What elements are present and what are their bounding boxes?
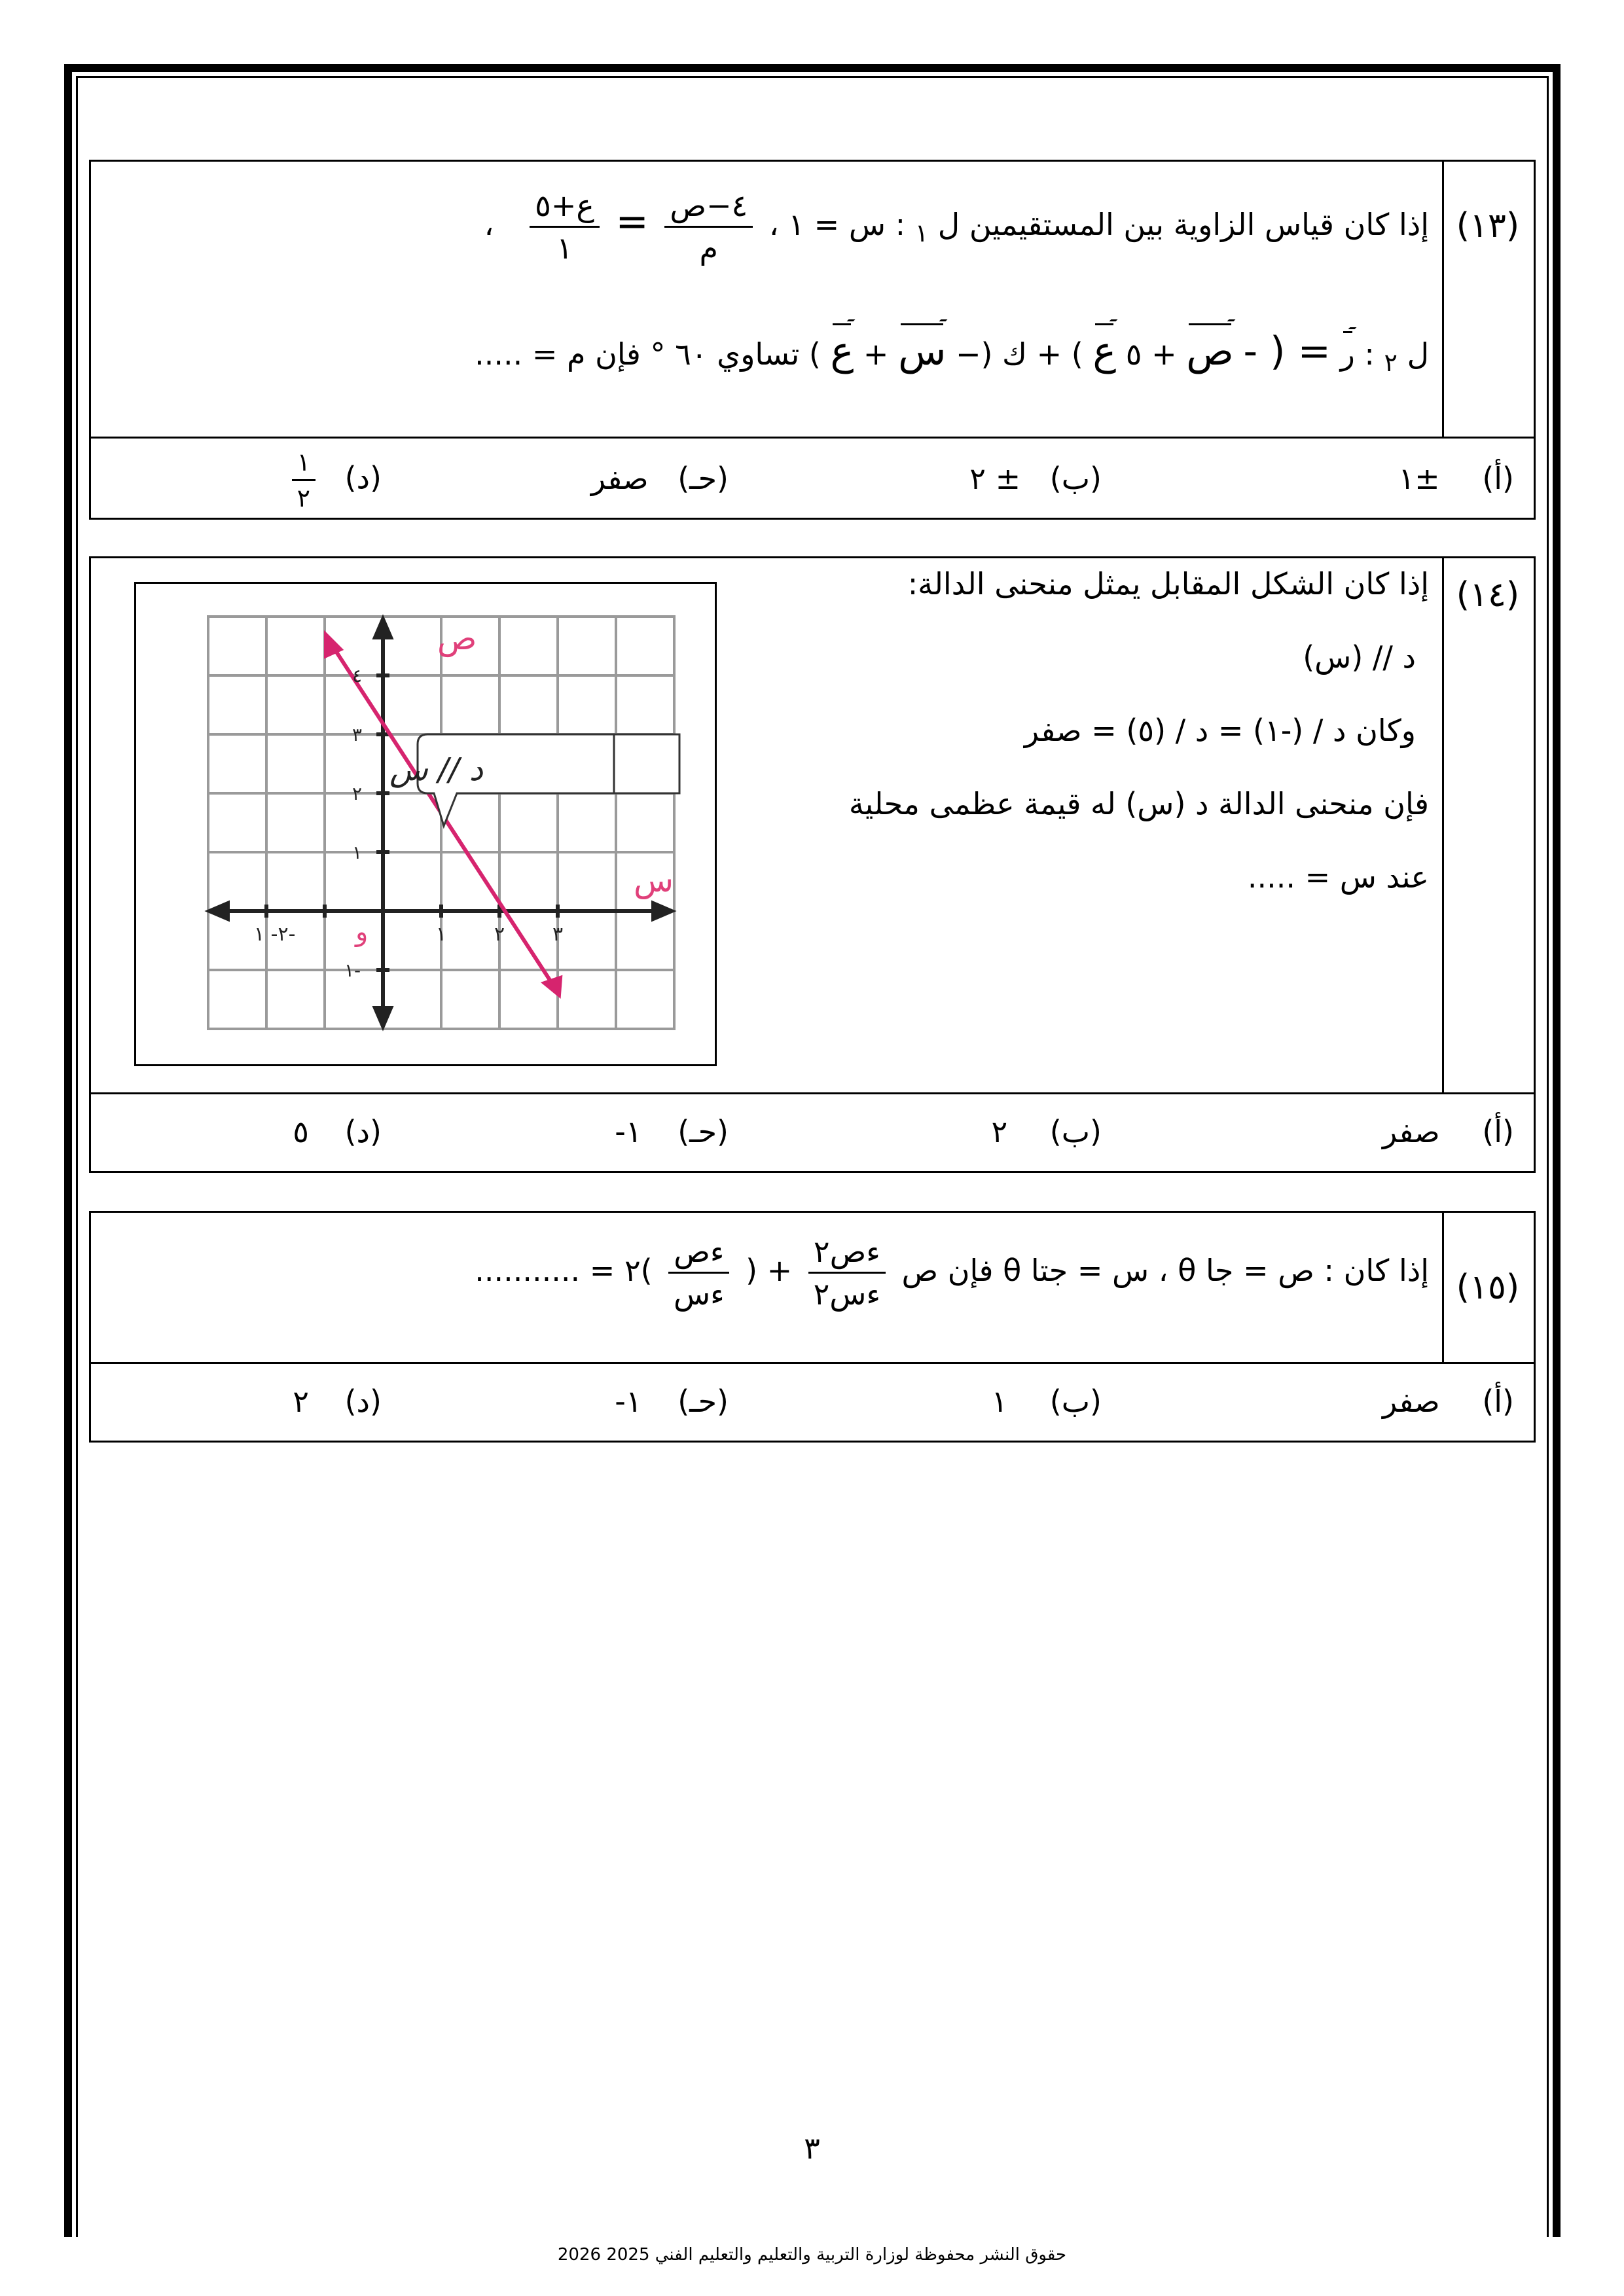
options-row [91,1092,1534,1171]
option-d[interactable] [285,448,382,512]
equation-part: = ( - [1243,329,1331,374]
equation-part: : س = ١ ، [768,207,906,242]
question-14 [89,556,1536,1173]
option-value: صفر [1382,1384,1440,1419]
option-value: ± ٢ [969,461,1021,496]
fraction [808,1234,886,1312]
y-tick-label: ٤ [352,665,363,687]
option-label: (ب) [1049,1114,1102,1149]
option-a[interactable] [1382,1114,1514,1149]
option-value: ١- [615,1114,642,1149]
equation-part: + [863,336,889,372]
origin-label: و [355,917,369,947]
option-label: (د) [344,1384,382,1419]
option-value: ١ [991,1384,1008,1419]
option-value: ٥ [293,1114,309,1149]
vector-z: ع [830,329,854,374]
fraction-bottom: ءس٢ [813,1276,881,1312]
fraction-bottom: ءس [673,1276,725,1312]
question-number: (١٣) [1456,206,1520,245]
fraction-top: ءص٢ [808,1234,886,1274]
option-label: (أ) [1482,1384,1514,1419]
question-number: (١٥) [1456,1268,1520,1307]
y-axis-label: ص [437,619,477,657]
subscript: ١ [914,219,929,248]
stem-text: إذا كان : ص = جا θ ، س = جتا θ فإن ص [901,1253,1429,1288]
equation-part: )٢ = ........... [475,1253,653,1288]
option-d[interactable] [293,1384,382,1419]
option-a[interactable] [1382,1384,1514,1419]
option-c[interactable] [615,1384,729,1419]
graph-box [134,582,717,1066]
question-number: (١٤) [1456,575,1520,615]
question-15-line-1 [475,1234,1429,1312]
option-b[interactable] [991,1114,1102,1149]
option-c[interactable] [615,1114,729,1149]
options-row [91,437,1534,518]
fraction [292,448,316,512]
fraction [530,188,600,266]
option-label: (ب) [1049,1384,1102,1419]
y-tick-label: ١- [344,960,361,981]
equals-sign: = [615,199,649,245]
option-value: ٢ [991,1114,1008,1149]
line-label: ل [1407,336,1429,372]
grid [208,617,674,1029]
question-14-line-2: د // (س) [1303,639,1416,675]
subscript: ٢ [1384,348,1398,378]
x-tick-label: ١ [436,923,447,946]
vector-x: س [898,329,947,374]
vector-r: ر [1340,336,1355,372]
options-row [91,1362,1534,1441]
x-axis-arrow-left [209,903,228,919]
option-label: (أ) [1482,1114,1514,1149]
option-label: (حـ) [677,1114,729,1149]
stem-text: إذا كان قياس الزاوية بين المستقيمين ل [937,207,1429,242]
x-tick-labels-negative: ٢- ١- [254,923,296,946]
option-label: (أ) [1482,461,1514,496]
y-tick-label: ٣ [352,724,363,745]
y-axis-arrow-up [375,619,391,637]
y-tick-label: ١ [352,842,363,863]
fraction-top: ١ [292,448,316,481]
option-label: (د) [344,1114,382,1149]
question-number-column [1442,162,1534,437]
question-number-column [1442,558,1534,1092]
vector-z: ع [1092,329,1117,374]
option-value: ١- [615,1384,642,1419]
equation-part: ) + ك (− [955,336,1083,372]
x-tick-label: ٣ [552,923,564,946]
fraction-top: ع+٥ [530,188,600,228]
fraction-top: ءص [668,1234,729,1274]
comma: ، [484,207,494,242]
option-value: صفر [590,461,649,496]
y-axis-arrow-down [375,1008,391,1026]
question-14-line-3: وكان د / (-١) = د / (٥) = صفر [1024,713,1416,748]
page-number: ٣ [804,2130,820,2166]
vector-y: ص [1186,329,1234,374]
option-d[interactable] [293,1114,382,1149]
question-15 [89,1211,1536,1443]
option-c[interactable] [591,461,729,496]
question-14-line-4: فإن منحنى الدالة د (س) له قيمة عظمى محلية [848,786,1429,821]
option-value: ±١ [1398,461,1440,496]
footer-copyright: حقوق النشر محفوظة لوزارة التربية والتعليم والتعليم الفني 2025 2026 [557,2245,1067,2265]
option-label: (ب) [1049,461,1102,496]
callout-label: د // س [389,751,483,788]
fraction-bottom: م [699,230,719,266]
equation-part: + ٥ [1125,336,1177,372]
equation-part: + ( [746,1253,793,1288]
option-value: ٢ [293,1384,309,1419]
option-b[interactable] [991,1384,1102,1419]
function-graph [136,584,715,1064]
colon: : [1364,336,1375,372]
fraction-bottom: ١ [556,230,573,266]
fraction [668,1234,729,1312]
y-tick-label: ٢ [352,783,363,804]
question-14-line-5: عند س = ..... [1247,859,1429,895]
option-label: (حـ) [677,1384,729,1419]
fraction-bottom: ٢ [297,484,310,512]
question-13-line-1 [484,188,1429,266]
line-arrow-bottom [545,978,560,995]
x-tick-label: ٢ [494,923,505,946]
option-b[interactable] [969,461,1102,496]
fraction [664,188,753,266]
equation-part: ) تساوي ٦٠ ° فإن م = ..... [475,336,821,372]
x-axis-label: س [634,861,674,899]
question-13-line-2 [475,329,1429,377]
fraction-top: ٤−ص [664,188,753,228]
question-14-line-1: إذا كان الشكل المقابل يمثل منحنى الدالة: [907,566,1429,601]
option-a[interactable] [1398,461,1514,496]
x-axis-arrow-right [653,903,672,919]
question-13 [89,160,1536,520]
option-label: (حـ) [677,461,729,496]
option-label: (د) [344,460,382,495]
option-value: صفر [1382,1114,1440,1149]
